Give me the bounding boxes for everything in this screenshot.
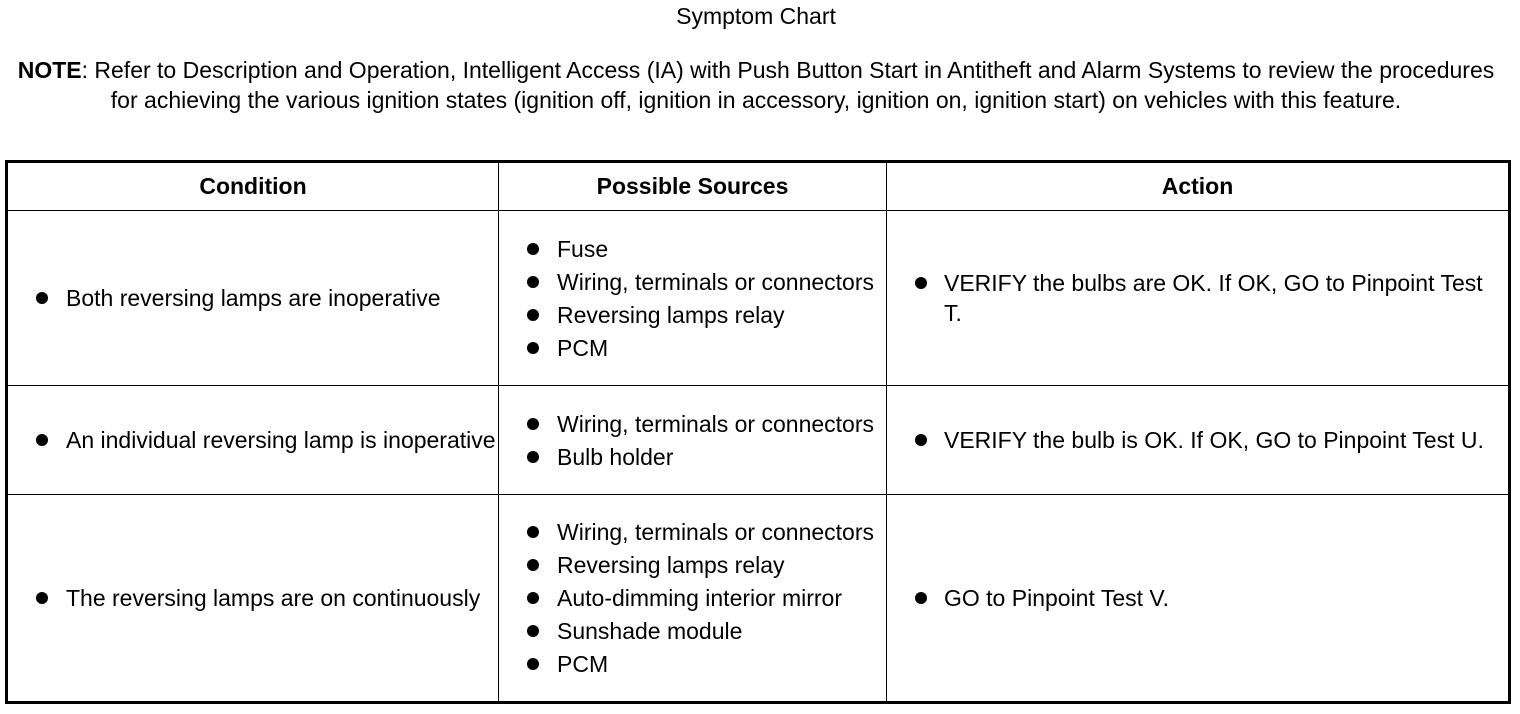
bullet-icon [527, 309, 539, 321]
action-text: GO to Pinpoint Test V. [944, 585, 1170, 611]
condition-text: An individual reversing lamp is inoperative [66, 427, 496, 453]
list-item [8, 283, 498, 313]
bullet-icon [36, 592, 48, 604]
bullet-icon [527, 276, 539, 288]
header-condition: Condition [7, 162, 499, 211]
bullet-icon [915, 592, 927, 604]
bullet-icon [527, 451, 539, 463]
sources-cell [499, 386, 887, 495]
list-item [887, 425, 1508, 455]
page-title: Symptom Chart [676, 3, 836, 29]
list-item [499, 550, 886, 580]
header-possible-sources: Possible Sources [499, 162, 887, 211]
list-item [499, 333, 886, 363]
source-text: PCM [557, 334, 609, 361]
source-text: Bulb holder [557, 443, 674, 470]
list-item [8, 583, 498, 613]
condition-cell [7, 386, 499, 495]
bullet-icon [527, 243, 539, 255]
condition-text: The reversing lamps are on continuously [66, 585, 481, 611]
condition-text: Both reversing lamps are inoperative [66, 285, 441, 311]
bullet-icon [915, 277, 927, 289]
source-text: Wiring, terminals or connectors [557, 519, 874, 545]
list-item [499, 616, 886, 646]
condition-cell [7, 495, 499, 703]
bullet-icon [527, 625, 539, 637]
list-item [887, 268, 1508, 328]
list-item [499, 234, 886, 264]
action-text: VERIFY the bulbs are OK. If OK, GO to Pinpoint Test T. [944, 270, 1483, 326]
bullet-icon [527, 559, 539, 571]
bullet-icon [527, 418, 539, 430]
source-text: Wiring, terminals or connectors [557, 268, 874, 295]
bullet-icon [527, 342, 539, 354]
source-text: Reversing lamps relay [557, 301, 785, 328]
list-item [499, 442, 886, 472]
action-cell [887, 495, 1510, 703]
list-item [8, 425, 498, 455]
condition-cell [7, 211, 499, 386]
table-row [7, 495, 1510, 703]
bullet-icon [527, 658, 539, 670]
table-row [7, 211, 1510, 386]
bullet-icon [915, 434, 927, 446]
bullet-icon [527, 526, 539, 538]
list-item [499, 267, 886, 297]
bullet-icon [36, 292, 48, 304]
bullet-icon [36, 434, 48, 446]
symptom-chart-table [5, 160, 1511, 704]
note-paragraph [8, 55, 1504, 115]
action-text: VERIFY the bulb is OK. If OK, GO to Pinpoint Test U. [944, 427, 1484, 453]
header-action: Action [887, 162, 1510, 211]
action-cell [887, 386, 1510, 495]
source-text: Sunshade module [557, 618, 743, 644]
sources-cell [499, 211, 887, 386]
source-text: Reversing lamps relay [557, 552, 785, 578]
list-item [499, 517, 886, 547]
list-item [499, 649, 886, 679]
list-item [499, 409, 886, 439]
source-text: Wiring, terminals or connectors [557, 410, 874, 437]
list-item [499, 583, 886, 613]
table-header-row [7, 162, 1510, 211]
source-text: Auto-dimming interior mirror [557, 585, 843, 611]
action-cell [887, 211, 1510, 386]
table-row [7, 386, 1510, 495]
bullet-icon [527, 592, 539, 604]
sources-cell [499, 495, 887, 703]
list-item [887, 583, 1508, 613]
source-text: Fuse [557, 235, 609, 262]
list-item [499, 300, 886, 330]
source-text: PCM [557, 651, 609, 677]
note-label: NOTE [17, 57, 82, 83]
note-text: : Refer to Description and Operation, Intelligent Access (IA) with Push Button Start in Antitheft and Alarm Systems to review the procedures for achieving the various ignition states (ignition off, ignition in accessory, ignition on, ignition start) on vehicles with this feature. [81, 57, 1495, 113]
